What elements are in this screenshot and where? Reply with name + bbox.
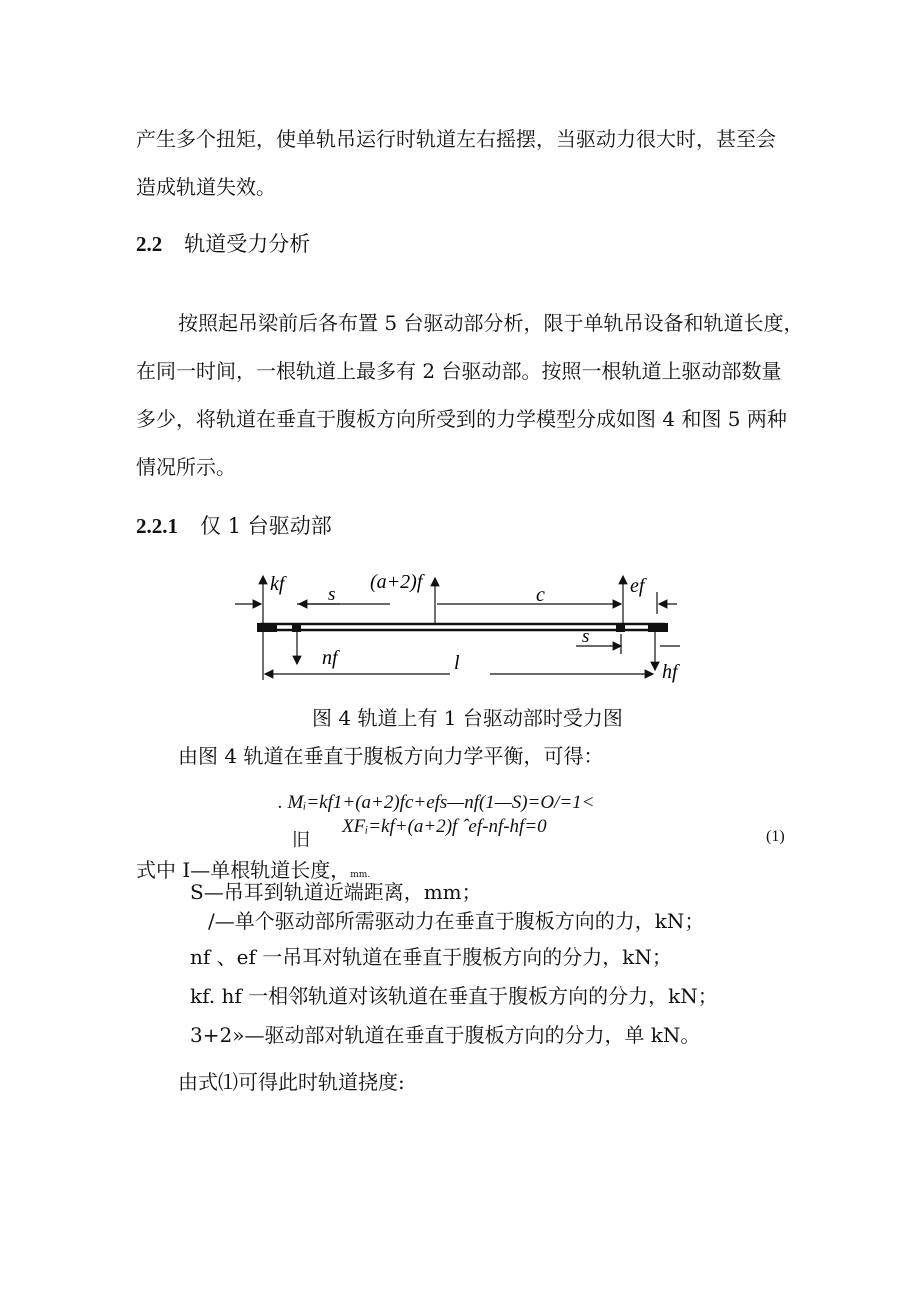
paragraph-2-line-1: 按照起吊梁前后各布置 5 台驱动部分析，限于单轨吊设备和轨道长度， bbox=[178, 311, 804, 335]
label-ef: ef bbox=[630, 575, 645, 597]
paragraph-2-line-2: 在同一时间，一根轨道上最多有 2 台驱动部。按照一根轨道上驱动部数量 bbox=[136, 359, 782, 383]
paragraph-1-line-2: 造成轨道失效。 bbox=[136, 175, 276, 199]
closing-line: 由式⑴可得此时轨道挠度: bbox=[178, 1070, 405, 1094]
definition-intro-unit: mm. bbox=[350, 870, 371, 880]
label-s-right: s bbox=[582, 626, 590, 647]
paragraph-1-line-1: 产生多个扭矩，使单轨吊运行时轨道左右摇摆，当驱动力很大时，甚至会 bbox=[136, 127, 776, 151]
figure-caption: 图 4 轨道上有 1 台驱动部时受力图 bbox=[312, 706, 623, 730]
section-title: 轨道受力分析 bbox=[184, 232, 311, 256]
label-s-left: s bbox=[328, 584, 336, 605]
definition-intro-text: 式中 I—单根轨道长度， bbox=[136, 858, 351, 882]
definition-drive-force: /—单个驱动部所需驱动力在垂直于腹板方向的力，kN； bbox=[208, 909, 705, 933]
lug-left bbox=[292, 623, 301, 632]
label-c: c bbox=[536, 584, 545, 606]
section-heading-2-2-1 bbox=[136, 510, 332, 540]
equation-intro: 由图 4 轨道在垂直于腹板方向力学平衡，可得： bbox=[178, 744, 604, 768]
label-kf: kf bbox=[270, 573, 285, 595]
definition-drive-component: 3+2»—驱动部对轨道在垂直于腹板方向的分力，单 kN。 bbox=[190, 1023, 701, 1047]
definition-s: S—吊耳到轨道近端距离，mm； bbox=[190, 880, 482, 904]
label-hf: hf bbox=[662, 661, 678, 683]
paragraph-2-line-4: 情况所示。 bbox=[136, 455, 236, 479]
equation-prefix: 旧 bbox=[292, 830, 310, 851]
section-number: 2.2.1 bbox=[136, 514, 178, 538]
lug-right bbox=[616, 623, 625, 632]
section-heading-2-2 bbox=[136, 228, 310, 258]
definition-nf-ef: nf 、ef 一吊耳对轨道在垂直于腹板方向的分力，kN； bbox=[190, 945, 672, 969]
rail-end-right bbox=[648, 623, 668, 632]
label-nf: nf bbox=[322, 647, 338, 669]
section-title: 仅 1 台驱动部 bbox=[200, 514, 332, 538]
equation-force-sum: XFᵢ=kf+(a+2)f ˆef-nf-hf=0 bbox=[342, 816, 547, 837]
label-a2f: (a+2)f bbox=[370, 571, 423, 593]
section-number: 2.2 bbox=[136, 232, 163, 256]
label-l: l bbox=[454, 652, 460, 674]
paragraph-2-line-3: 多少，将轨道在垂直于腹板方向所受到的力学模型分成如图 4 和图 5 两种 bbox=[136, 407, 787, 431]
equation-moment: . Mᵢ=kf1+(a+2)fc+efs—nf(1—S)=O/=1< bbox=[278, 792, 595, 813]
equation-number: (1) bbox=[766, 828, 785, 845]
definition-kf-hf: kf. hf 一相邻轨道对该轨道在垂直于腹板方向的分力，kN； bbox=[190, 984, 718, 1008]
force-diagram bbox=[230, 560, 700, 690]
rail-end-left bbox=[257, 623, 277, 632]
